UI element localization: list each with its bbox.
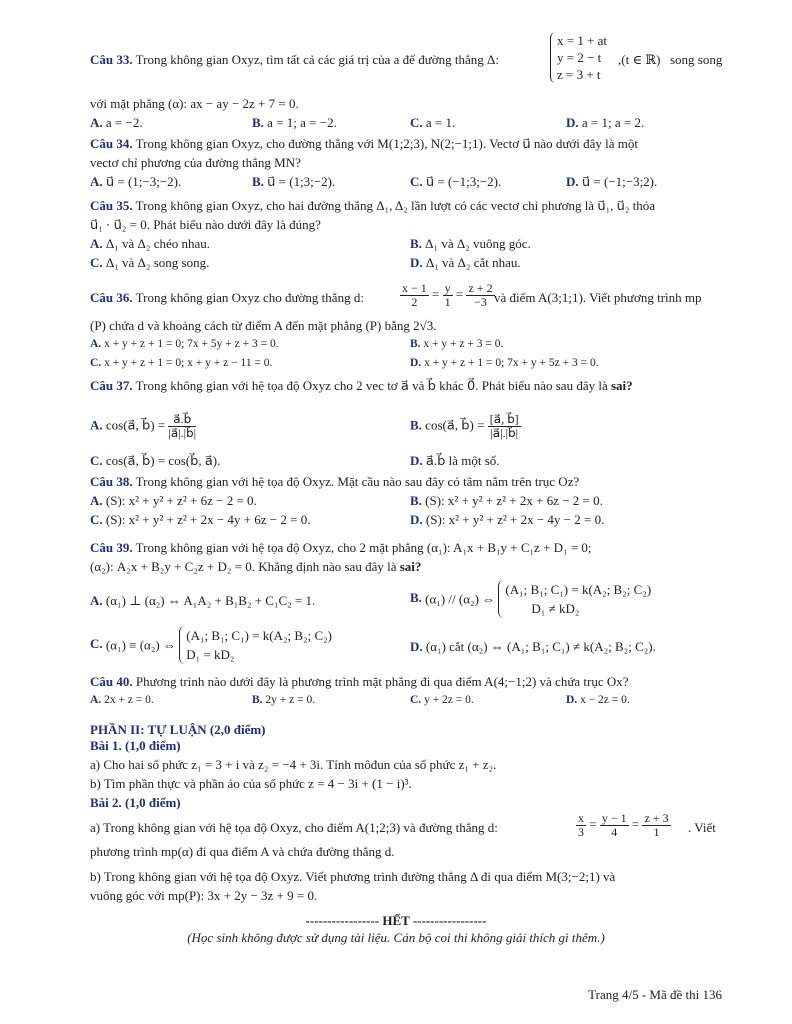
- question-text-tail: và điểm A(3;1;1). Viết phương trình mp: [494, 290, 702, 305]
- exercise-1a: a) Cho hai số phức z₁ = 3 + i và z₂ = −4 + 3i. Tính môđun của số phức z₁ + z₂.: [90, 757, 497, 772]
- answer-options: [90, 691, 730, 710]
- option-a[interactable]: A. a = −2.: [90, 115, 143, 130]
- answer-options-row-2: [90, 354, 730, 373]
- question-line-2: vectơ chỉ phương của đường thẳng MN?: [90, 155, 301, 170]
- question-text: Trong không gian Oxyz cho đường thẳng d:: [135, 290, 364, 305]
- question-line-2: (α₂): A₂x + B₂y + C₂z + D₂ = 0. Khẳng định nào sau đây là: [90, 559, 397, 574]
- question-37: [90, 376, 730, 470]
- answer-options-row-2: [90, 510, 730, 529]
- option-a[interactable]: A. 2x + z = 0.: [90, 694, 154, 706]
- exercise-2a: a) Trong không gian với hệ tọa độ Oxyz, cho điểm A(1;2;3) và đường thẳng d: $\frac{x}{3}$ = $\frac{y - 1}{4}$ = $\frac{z + 3}{1}$ . Viết: [90, 811, 716, 839]
- option-c[interactable]: C. (S): x² + y² + z² + 2x − 4y + 6z − 2 = 0.: [90, 512, 311, 527]
- option-d[interactable]: D. x − 2z = 0.: [566, 694, 630, 706]
- question-34: [90, 134, 730, 191]
- question-text-tail: song song: [670, 52, 723, 67]
- option-d[interactable]: D. Δ₁ và Δ₂ cắt nhau.: [410, 255, 521, 270]
- answer-options-row-1: [90, 399, 730, 451]
- question-label: Câu 34.: [90, 136, 133, 151]
- question-text: Trong không gian Oxyz, cho đường thẳng với M(1;2;3), N(2;−1;1). Vectơ u⃗ nào dưới đây là một: [135, 136, 639, 151]
- parametric-system: x = 1 + at y = 2 − t z = 3 + t: [550, 32, 607, 83]
- answer-options-row-2: [90, 451, 730, 470]
- option-a[interactable]: A. (α₁) ⊥ (α₂) ⇔ A₁A₂ + B₁B₂ + C₁C₂ = 1.: [90, 593, 316, 608]
- answer-options-row-2: [90, 253, 730, 272]
- question-text: Phương trình nào dưới đây là phương trình mặt phẳng đi qua điểm A(4;−1;2) và chứa trục Ox?: [135, 674, 629, 689]
- option-a[interactable]: A. cos(a⃗, b⃗) = $\frac{a⃗.b⃗}{|a⃗|.|b⃗|}$: [90, 412, 197, 440]
- answer-options: [90, 172, 730, 191]
- exercise-2b-line-2: vuông góc với mp(P): 3x + 2y − 3z + 9 = 0.: [90, 888, 318, 903]
- option-d[interactable]: D. u⃗ = (−1;−3;2).: [566, 174, 658, 189]
- question-40: [90, 672, 730, 710]
- question-emphasis: sai?: [610, 378, 633, 393]
- option-c[interactable]: C. y + 2z = 0.: [410, 694, 474, 706]
- page-footer: Trang 4/5 - Mã đề thi 136: [588, 987, 722, 1002]
- question-label: Câu 33.: [90, 52, 133, 67]
- option-b[interactable]: B. a = 1; a = −2.: [252, 115, 337, 130]
- line-equation: $\frac{x}{3}$ = $\frac{y - 1}{4}$ = $\frac{z + 3}{1}$: [578, 811, 669, 839]
- question-line-2: u⃗₁ · u⃗₂ = 0. Phát biểu nào dưới đây là đúng?: [90, 217, 321, 232]
- answer-options-row-2: [90, 626, 730, 668]
- option-c[interactable]: C. x + y + z + 1 = 0; x + y + z − 11 = 0.: [90, 357, 273, 369]
- part-2: [90, 720, 730, 905]
- option-a[interactable]: A. x + y + z + 1 = 0; 7x + 5y + z + 3 = 0.: [90, 338, 279, 350]
- parameter-condition: ,(t ∈ ℝ): [618, 52, 661, 67]
- exercise-1b: b) Tìm phần thực và phần ảo của số phức z = 4 − 3i + (1 − i)³.: [90, 776, 412, 791]
- option-b[interactable]: B. (S): x² + y² + z² + 2x + 6z − 2 = 0.: [410, 493, 603, 508]
- exercise-1-title: Bài 1. (1,0 điểm): [90, 738, 181, 753]
- question-line-2: (P) chứa d và khoảng cách từ điểm A đến mặt phẳng (P) bằng 2√3.: [90, 318, 437, 333]
- answer-options-row-1: [90, 335, 730, 354]
- section-title: PHẦN II: TỰ LUẬN (2,0 điểm): [90, 722, 266, 737]
- question-text: Trong không gian với hệ tọa độ Oxyz cho 2 vec tơ a⃗ và b⃗ khác 0⃗. Phát biểu nào sau đây là: [135, 378, 608, 393]
- answer-options-row-1: [90, 234, 730, 253]
- option-c[interactable]: C. Δ₁ và Δ₂ song song.: [90, 255, 210, 270]
- question-label: Câu 40.: [90, 674, 133, 689]
- question-38: [90, 472, 730, 529]
- option-d[interactable]: D. (α₁) cắt (α₂) ⇔ (A₁; B₁; C₁) ≠ k(A₂; B₂; C₂).: [410, 639, 656, 654]
- option-d[interactable]: D. a = 1; a = 2.: [566, 115, 645, 130]
- option-b[interactable]: B. 2y + z = 0.: [252, 694, 316, 706]
- option-b[interactable]: B. (α₁) // (α₂) ⇔ (A₁; B₁; C₁) = k(A₂; B₂; C₂) D₁ ≠ kD₂: [410, 582, 652, 616]
- option-b[interactable]: B. x + y + z + 3 = 0.: [410, 338, 504, 350]
- question-label: Câu 37.: [90, 378, 133, 393]
- option-a[interactable]: A. (S): x² + y² + z² + 6z − 2 = 0.: [90, 493, 257, 508]
- exam-note: (Học sinh không được sử dụng tài liệu. Cán bộ coi thi không giải thích gì thêm.): [187, 930, 605, 945]
- option-b[interactable]: B. cos(a⃗, b⃗) = $\frac{[a⃗, b⃗]}{|a⃗|.|b⃗|}$: [410, 412, 519, 440]
- question-text: Trong không gian Oxyz, tìm tất cả các giá trị của a để đường thẳng Δ:: [135, 52, 499, 67]
- question-line-2: với mặt phẳng (α): ax − ay − 2z + 7 = 0.: [90, 96, 299, 111]
- option-b[interactable]: B. Δ₁ và Δ₂ vuông góc.: [410, 236, 531, 251]
- option-b[interactable]: B. u⃗ = (1;3;−2).: [252, 174, 336, 189]
- option-a[interactable]: A. u⃗ = (1;−3;−2).: [90, 174, 182, 189]
- end-marker: ----------------- HẾT -----------------: [305, 913, 487, 928]
- option-d[interactable]: D. a⃗.b⃗ là một số.: [410, 453, 500, 468]
- question-label: Câu 36.: [90, 290, 133, 305]
- option-d[interactable]: D. (S): x² + y² + z² + 2x − 4y − 2 = 0.: [410, 512, 605, 527]
- question-emphasis: sai?: [399, 559, 422, 574]
- option-c[interactable]: C. a = 1.: [410, 115, 456, 130]
- option-c[interactable]: C. (α₁) ≡ (α₂) ⇔ (A₁; B₁; C₁) = k(A₂; B₂; C₂) D₁ = kD₂: [90, 628, 332, 662]
- option-a[interactable]: A. Δ₁ và Δ₂ chéo nhau.: [90, 236, 211, 251]
- question-36: [90, 282, 730, 373]
- option-c[interactable]: C. cos(a⃗, b⃗) = cos(b⃗, a⃗).: [90, 453, 221, 468]
- question-text: Trong không gian với hệ tọa độ Oxyz, cho 2 mặt phẳng (α₁): A₁x + B₁y + C₁z + D₁ = 0;: [135, 540, 592, 555]
- question-39: [90, 538, 730, 668]
- question-35: [90, 196, 730, 272]
- question-text: Trong không gian với hệ tọa độ Oxyz. Mặt cầu nào sau đây có tâm nằm trên trục Oz?: [135, 474, 580, 489]
- question-label: Câu 39.: [90, 540, 133, 555]
- exercise-2b: b) Trong không gian với hệ tọa độ Oxyz. Viết phương trình đường thẳng Δ đi qua điểm M(3;−2;1) và: [90, 869, 616, 884]
- exercise-2-title: Bài 2. (1,0 điểm): [90, 795, 181, 810]
- exercise-2a-line-2: phương trình mp(α) đi qua điểm A và chứa đường thẳng d.: [90, 844, 395, 859]
- line-equation: $\frac{x - 1}{2}$ = $\frac{y}{1}$ = $\frac{z + 2}{-3}$: [402, 281, 493, 309]
- question-label: Câu 38.: [90, 474, 133, 489]
- option-c[interactable]: C. u⃗ = (−1;3;−2).: [410, 174, 502, 189]
- question-text: Trong không gian Oxyz, cho hai đường thẳng Δ₁, Δ₂ lần lượt có các vectơ chỉ phương là u⃗₁, u⃗₂ thỏa: [135, 198, 656, 213]
- answer-options: [90, 113, 730, 132]
- option-d[interactable]: D. x + y + z + 1 = 0; 7x + y + 5z + 3 = 0.: [410, 357, 599, 369]
- answer-options-row-1: [90, 491, 730, 510]
- question-33: [90, 32, 730, 132]
- question-label: Câu 35.: [90, 198, 133, 213]
- answer-options-row-1: [90, 580, 730, 622]
